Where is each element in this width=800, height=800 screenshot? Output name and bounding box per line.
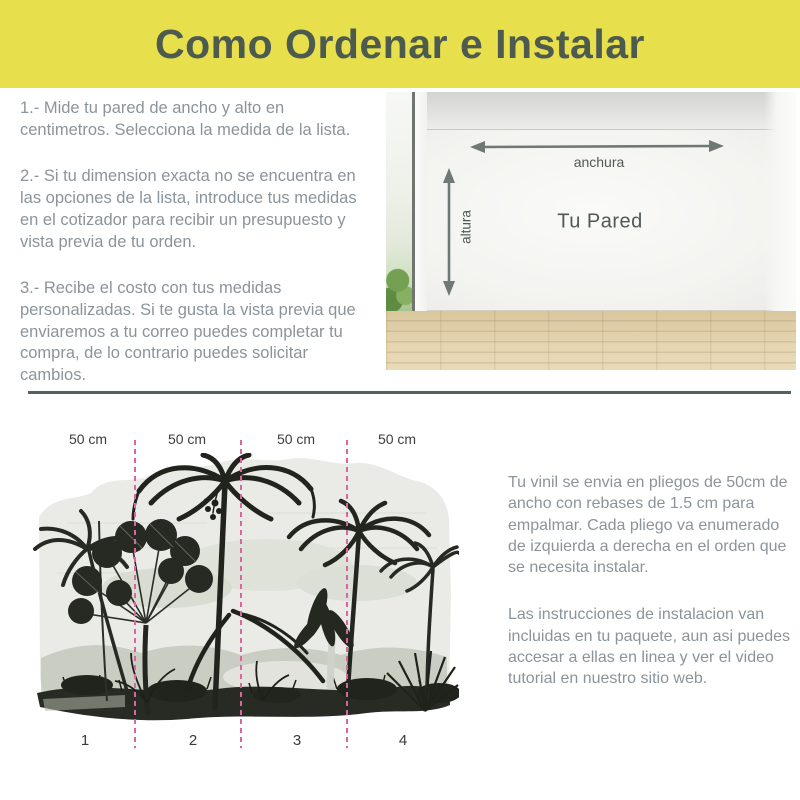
anchura-arrow [470,140,724,153]
room-measurement-photo [386,92,796,370]
panel-width-label: 50 cm [68,431,108,447]
panel-number: 1 [80,732,90,749]
shipping-paragraph-2: Las instrucciones de instalacion van incluidas en tu paquete, aun asi puedes accesar a ellas en linea y ver el video tutorial en nuestro sitio web. [508,606,790,688]
ordering-instructions [20,98,372,411]
instruction-step-2: 2.- Si tu dimension exacta no se encuentra en las opciones de la lista, introduce tus medidas en el cotizador para recibir un presupuesto y vista previa de tu orden. [20,166,357,251]
panel-number: 4 [398,732,408,749]
panel-width-label: 50 cm [377,431,417,447]
header-banner [0,0,800,88]
panel-number: 2 [188,732,198,749]
panel-cut-line [134,440,136,748]
panel-cut-line [240,440,242,748]
page-title: Como Ordenar e Instalar [155,20,645,67]
altura-arrow [443,168,455,296]
panel-width-label: 50 cm [167,431,207,447]
panel-width-label: 50 cm [276,431,316,447]
height-dimension-label: altura [458,210,474,244]
instruction-step-3: 3.- Recibe el costo con tus medidas personalizadas. Si te gusta la vista previa que enviaremos a tu correo puedes completar tu compra, de lo contrario puedes solicitar cambios. [20,278,356,385]
panel-layout-diagram [27,428,459,758]
shipping-paragraph-1: Tu vinil se envia en pliegos de 50cm de ancho con rebases de 1.5 cm para empalmar. Cada pliego va enumerado de izquierda a derecha en el orden que se necesita instalar. [508,474,788,577]
instruction-step-1: 1.- Mide tu pared de ancho y alto en centimetros. Selecciona la medida de la lista. [20,99,351,139]
width-dimension-label: anchura [573,154,625,170]
panel-cut-line [346,440,348,748]
panel-number: 3 [292,732,302,749]
your-wall-label: Tu Pared [557,210,643,233]
section-divider [28,391,791,394]
wallpaper-mural-image [27,453,459,733]
shipping-info [508,472,796,715]
